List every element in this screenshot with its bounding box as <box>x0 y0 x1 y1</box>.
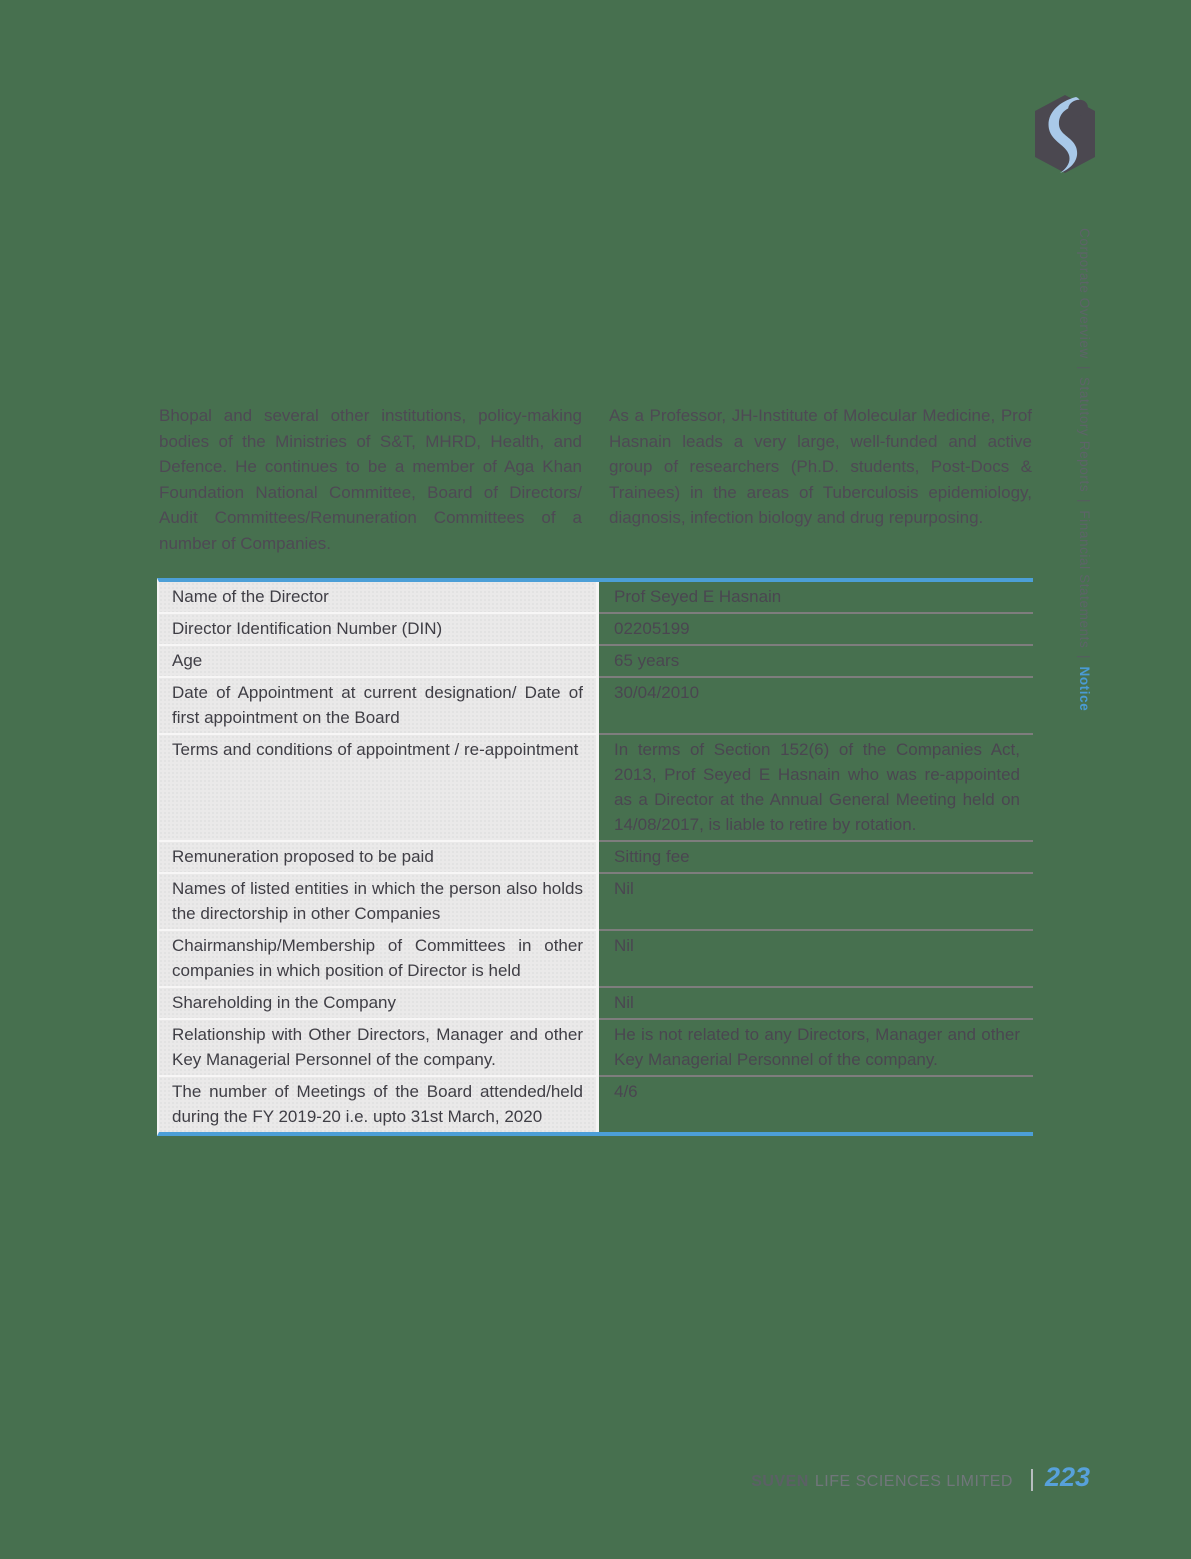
row-value: 30/04/2010 <box>599 676 1033 733</box>
row-value: In terms of Section 152(6) of the Companies Act, 2013, Prof Seyed E Hasnain who was re-appointed as a Director at the Annual General Meeting held on 14/08/2017, is liable to retire by rotation. <box>599 733 1033 840</box>
row-value: 65 years <box>599 644 1033 676</box>
row-value: Sitting fee <box>599 840 1033 872</box>
table-row <box>159 840 1033 872</box>
table-row <box>159 582 1033 612</box>
sidebar-item-notice[interactable]: Notice <box>1077 666 1092 712</box>
company-name-bold: SUVEN <box>751 1473 809 1490</box>
footer-separator: | <box>1028 1465 1035 1491</box>
row-label: Chairmanship/Membership of Committees in other companies in which position of Director is held <box>159 929 599 986</box>
bio-paragraph-right: As a Professor, JH-Institute of Molecular Medicine, Prof Hasnain leads a very large, well-funded and active group of researchers (Ph.D. students, Post-Docs & Trainees) in the areas of Tuberculosis epidemiology, diagnosis, infection biology and drug repurposing. <box>609 406 1032 527</box>
director-bio <box>159 403 1033 556</box>
nav-separator: | <box>1077 655 1092 660</box>
row-label: Terms and conditions of appointment / re-appointment <box>159 733 599 840</box>
nav-separator: | <box>1077 365 1092 370</box>
row-label: Relationship with Other Directors, Manager and other Key Managerial Personnel of the company. <box>159 1018 599 1075</box>
row-label: Shareholding in the Company <box>159 986 599 1018</box>
row-value: Nil <box>599 872 1033 929</box>
row-label: The number of Meetings of the Board attended/held during the FY 2019-20 i.e. upto 31st March, 2020 <box>159 1075 599 1132</box>
row-value: Nil <box>599 986 1033 1018</box>
row-label: Names of listed entities in which the person also holds the directorship in other Companies <box>159 872 599 929</box>
row-value: 4/6 <box>599 1075 1033 1132</box>
row-label: Name of the Director <box>159 582 599 612</box>
nav-separator: | <box>1077 499 1092 504</box>
page-footer <box>751 1462 1090 1493</box>
sidebar-item-financial-statements[interactable]: Financial Statements <box>1077 510 1092 649</box>
row-value: Nil <box>599 929 1033 986</box>
table-row <box>159 929 1033 986</box>
suven-logo <box>1035 95 1095 173</box>
bio-paragraph-left: Bhopal and several other institutions, policy-making bodies of the Ministries of S&T, MHRD, Health, and Defence. He continues to be a member of Aga Khan Foundation National Committee, Board of Directors/ Audit Committees/Remuneration Committees of a number of Companies. <box>159 406 582 553</box>
sidebar-item-corporate-overview[interactable]: Corporate Overview <box>1077 228 1092 359</box>
page-number: 223 <box>1044 1462 1090 1492</box>
sidebar-item-statutory-reports[interactable]: Statutory Reports <box>1077 376 1092 493</box>
table-row <box>159 1018 1033 1075</box>
row-value: 02205199 <box>599 612 1033 644</box>
table-row <box>159 1075 1033 1132</box>
row-label: Director Identification Number (DIN) <box>159 612 599 644</box>
section-nav <box>1077 228 1092 788</box>
row-value: Prof Seyed E Hasnain <box>614 587 782 606</box>
row-value: He is not related to any Directors, Manager and other Key Managerial Personnel of the company. <box>599 1018 1033 1075</box>
table-row <box>159 872 1033 929</box>
company-name-rest: LIFE SCIENCES LIMITED <box>814 1473 1013 1490</box>
table-row <box>159 733 1033 840</box>
row-label: Age <box>159 644 599 676</box>
row-label: Date of Appointment at current designation/ Date of first appointment on the Board <box>159 676 599 733</box>
director-details-table <box>157 578 1033 1136</box>
suven-hexagon-logo-graphic <box>1035 95 1095 173</box>
table-row <box>159 986 1033 1018</box>
table-row <box>159 644 1033 676</box>
table-row <box>159 676 1033 733</box>
row-label: Remuneration proposed to be paid <box>159 840 599 872</box>
table-row <box>159 612 1033 644</box>
